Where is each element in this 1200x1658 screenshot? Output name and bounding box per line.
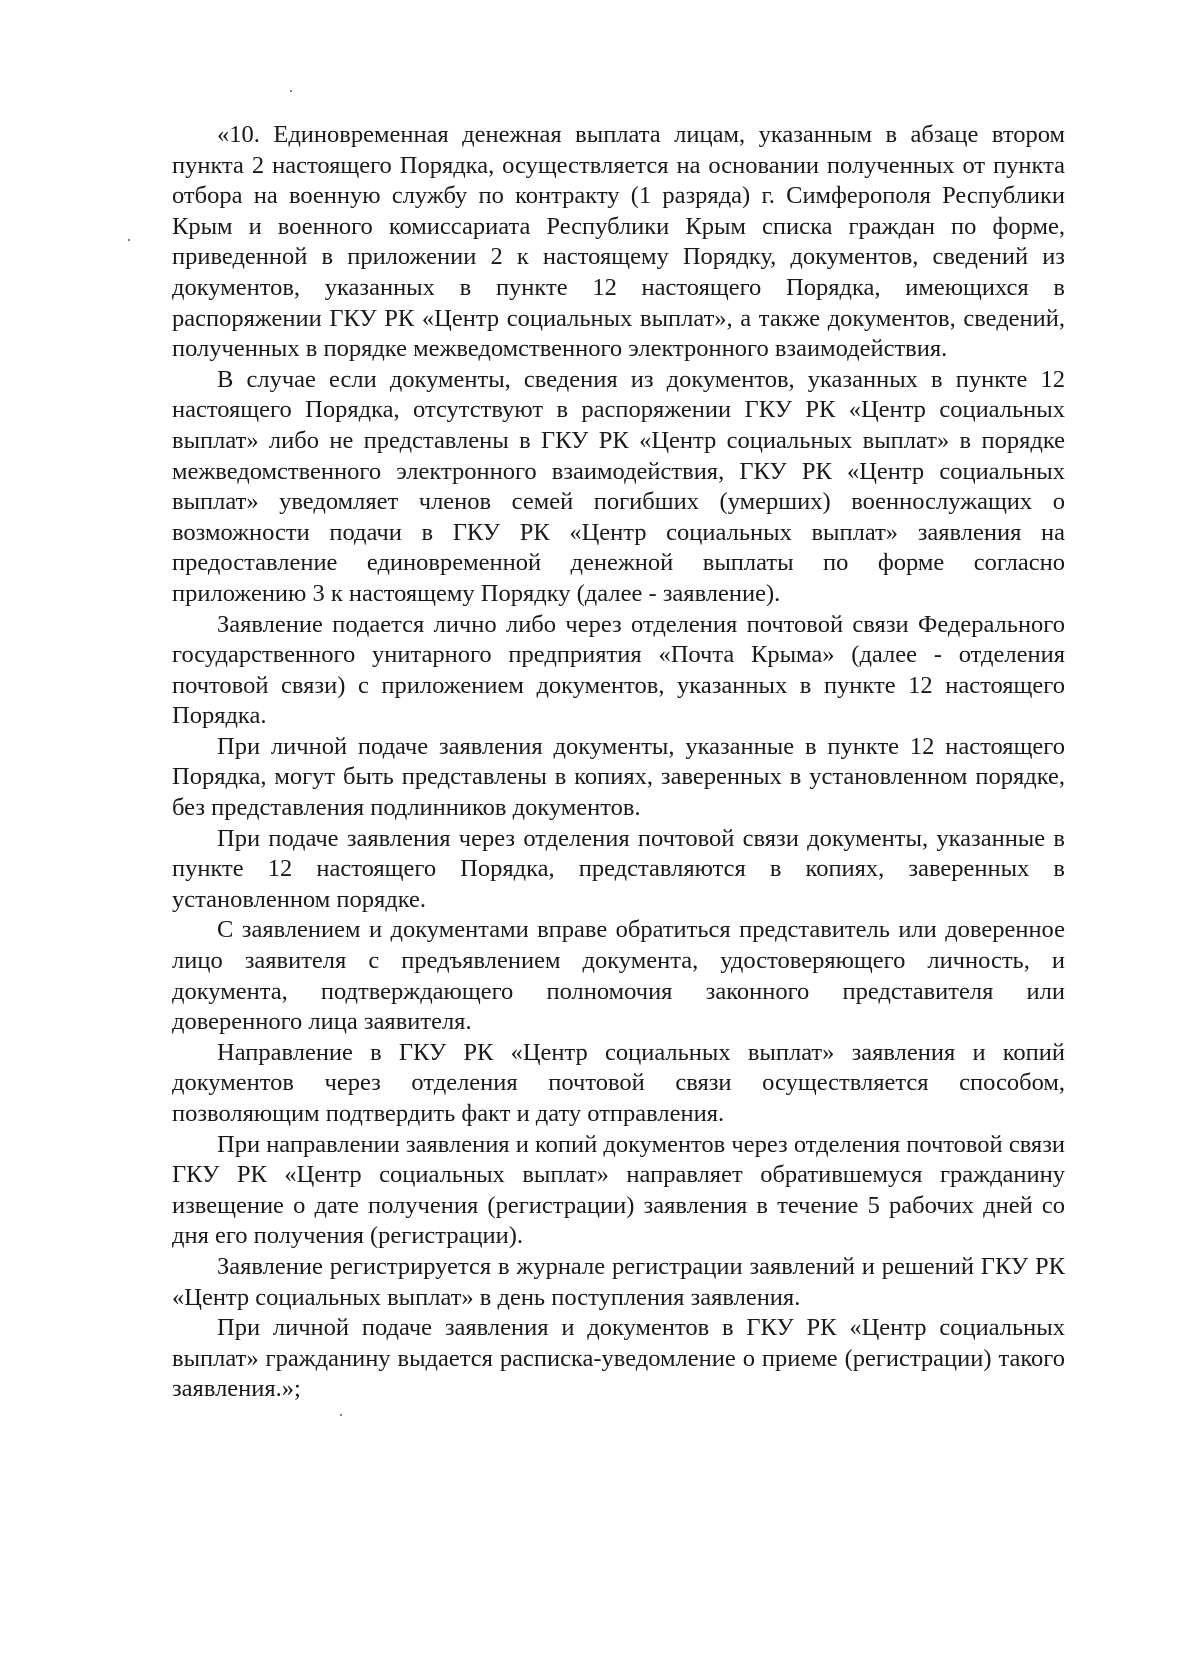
paragraph: С заявлением и документами вправе обратиться представитель или доверенное лицо заявителя с предъявлением документа, удостоверяющего личность, и документа, подтверждающего полномочия законного представителя или доверенного лица заявителя.: [172, 916, 1065, 1036]
paragraph: При личной подаче заявления и документов в ГКУ РК «Центр социальных выплат» гражданину выдается расписка-уведомление о приеме (регистрации) такого заявления.»;: [172, 1314, 1065, 1403]
scan-speck: [128, 239, 130, 241]
scan-speck: [290, 90, 292, 92]
paragraph: При личной подаче заявления документы, указанные в пункте 12 настоящего Порядка, могут быть представлены в копиях, заверенных в установленном порядке, без представления подлинников документов.: [172, 732, 1065, 822]
paragraph: Направление в ГКУ РК «Центр социальных выплат» заявления и копий документов через отделения почтовой связи осуществляется способом, позволяющим подтвердить факт и дату отправления.: [172, 1038, 1065, 1127]
paragraph: При подаче заявления через отделения почтовой связи документы, указанные в пункте 12 настоящего Порядка, представляются в копиях, заверенных в установленном порядке.: [172, 824, 1065, 913]
paragraph: «10. Единовременная денежная выплата лицам, указанным в абзаце втором пункта 2 настоящего Порядка, осуществляется на основании полученных от пункта отбора на военную службу по контракту (1 разряда) г. Симферополя Республики Крым и военного комиссариата Республики Крым списка граждан по форме, приведенной в приложении 2 к настоящему Порядку, документов, сведений из документов, указанных в пункте 12 настоящего Порядка, имеющихся в распоряжении ГКУ РК «Центр социальных выплат», а также документов, сведений, полученных в порядке межведомственного электронного взаимодействия.: [172, 121, 1065, 363]
paragraph: При направлении заявления и копий документов через отделения почтовой связи ГКУ РК «Центр социальных выплат» направляет обратившемуся гражданину извещение о дате получения (регистрации) заявления в течение 5 рабочих дней со дня его получения (регистрации).: [172, 1130, 1065, 1250]
document-body: [172, 120, 1065, 1405]
scan-speck: [340, 1414, 342, 1416]
paragraph: Заявление подается лично либо через отделения почтовой связи Федерального государственного унитарного предприятия «Почта Крыма» (далее - отделения почтовой связи) с приложением документов, указанных в пункте 12 настоящего Порядка.: [172, 610, 1065, 730]
paragraph: В случае если документы, сведения из документов, указанных в пункте 12 настоящего Порядка, отсутствуют в распоряжении ГКУ РК «Центр социальных выплат» либо не представлены в ГКУ РК «Центр социальных выплат» в порядке межведомственного электронного взаимодействия, ГКУ РК «Центр социальных выплат» уведомляет членов семей погибших (умерших) военнослужащих о возможности подачи в ГКУ РК «Центр социальных выплат» заявления на предоставление единовременной денежной выплаты по форме согласно приложению 3 к настоящему Порядку (далее - заявление).: [172, 365, 1065, 607]
paragraph: Заявление регистрируется в журнале регистрации заявлений и решений ГКУ РК «Центр социальных выплат» в день поступления заявления.: [172, 1252, 1065, 1311]
